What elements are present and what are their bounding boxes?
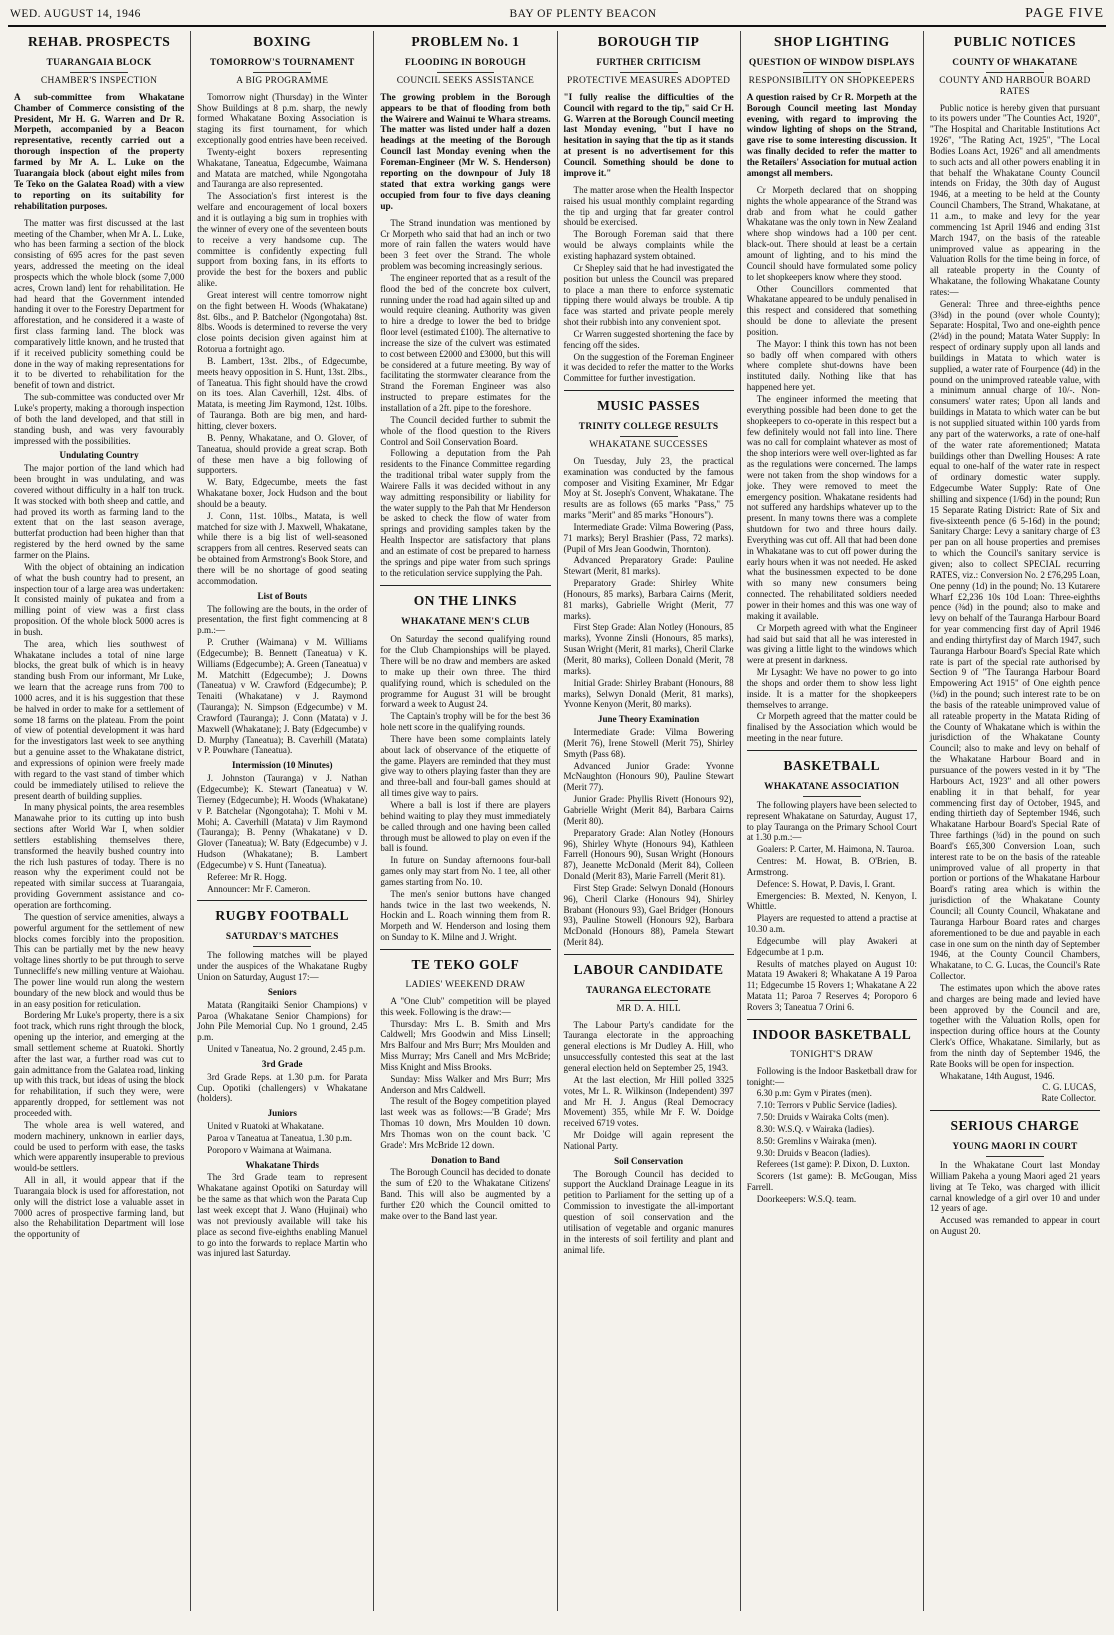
column-3 (374, 31, 557, 1611)
paragraph: Matata (Rangitaiki Senior Champions) v Paroa (Whakatane Senior Champions) for John Pile Memorial Cup. No 1 ground, 2.45 p.m. (197, 999, 368, 1043)
paragraph: Doorkeepers: W.S.Q. team. (756, 1193, 857, 1204)
paragraph: J. Johnston (Tauranga) v J. Nathan (Edgecumbe); K. Stewart (Taneatua) v W. Tierney (Edgecumbe); H. Woods (Whakatane) v P. Batchelar (Ngongotaha); T. Mohi v M. Mohi; A. Caverhill (Matata) v Jim Raymond (Tauranga); B. Penny (Whakatane) v D. Glover (Taneatua); W. Baty (Edgecumbe) v J. Hudson (Whakatane); B. Lambert (Edgecumbe) v S. Hunt (Taneatua). (197, 773, 368, 870)
paragraph: 6.30 p.m: Gym v Pirates (men). (756, 1088, 872, 1099)
subheading: SATURDAY'S MATCHES (225, 932, 339, 943)
paragraph: With the object of obtaining an indication of what the bush country had to present, an inspection tour of a large area was undertaken: It consisted mainly of pukatea and from a milling point of view was a first class proposition. Of the whole block 5000 acres is in bush. (14, 561, 185, 637)
paragraph: Poroporo v Waimana at Waimana. (207, 1144, 332, 1155)
lead-paragraph: A question raised by Cr R. Morpeth at the Borough Council meeting last Monday evening, with regard to improving the window lighting of shops on the Strand, gave rise to some interesting discussion. It was finally decided to refer the matter to the Retailers' Association for mutual action amongst all members. (746, 91, 917, 179)
subheading: COUNTY AND HARBOUR BOARD RATES (939, 75, 1091, 97)
paragraph: Thursday: Mrs L. B. Smith and Mrs Caldwell; Mrs Goodwin and Miss Linsell; Mrs Balfour and Mrs Burr; Mrs Moulden and Miss Murray; Mrs Canell and Mrs McBride; Miss Knight and Miss Brooks. (380, 1018, 551, 1072)
paragraph: The Captain's trophy will be for the best 36 hole nett score in the qualifying rounds. (380, 711, 551, 733)
divider (620, 1000, 678, 1001)
subheading: TONIGHT'S DRAW (790, 1049, 874, 1060)
subheading: QUESTION OF WINDOW DISPLAYS (748, 58, 915, 68)
subheading: TUARANGAIA BLOCK (46, 58, 152, 68)
paragraph: Initial Grade: Shirley Brabant (Honours, 88 marks), Selwyn Donald (Merit, 81 marks), Yvonne Kenyon (Merit, 80 marks). (563, 677, 734, 710)
paragraph: United v Taneatua, No. 2 ground, 2.45 p.m. (207, 1044, 366, 1055)
subheading: MR D. A. HILL (616, 1003, 681, 1014)
article-public-notices (930, 34, 1100, 1104)
paragraph: 8.30: W.S.Q. v Wairaka (ladies). (756, 1123, 875, 1134)
paragraph: Advanced Preparatory Grade: Pauline Stewart (Merit, 81 marks). (563, 555, 734, 577)
subheading: TRINITY COLLEGE RESULTS (578, 422, 719, 433)
divider (437, 72, 495, 73)
subheading: WHAKATANE SUCCESSES (589, 439, 708, 450)
article-serious-charge (930, 1110, 1100, 1237)
paragraph: The Borough Foreman said that there would be always complaints while the existing haphazard system obtained. (563, 229, 734, 261)
paragraph: Results of matches played on August 10: Matata 19 Awakeri 8; Whakatane A 19 Paroa 11; Edgecumbe 15 Rovers 1; Whakatane A 22 Matata 11; Paroa 7 Reserves 4; Poroporo 6 Rovers 3; Taneatua 7 Orini 6. (746, 958, 917, 1012)
divider (986, 72, 1044, 73)
paragraph: United v Ruatoki at Whakatane. (207, 1121, 324, 1132)
paragraph: 3rd Grade Reps. at 1.30 p.m. for Parata Cup. Opotiki (challengers) v Whakatane (holders). (197, 1071, 368, 1104)
paragraph: On Saturday the second qualifying round for the Club Championships will be played. There will be no draw and members are asked to make up their own three. The third qualifying round, which is scheduled on the programme for August 31 will be brought forward a week to August 24. (380, 634, 551, 710)
article-music-passes (564, 390, 734, 948)
article-boxing (197, 34, 367, 894)
paragraph: Public notice is hereby given that pursuant to its powers under "The Counties Act, 1920", "The Hospital and Charitable Institutions Act 1926", "The Rating Act, 1925", "The Local Bodies Loans Act, 1926" and all amendments to such acts and all other powers enabling it in that behalf the Whakatane County Council intends on Friday, the 30th day of August 1946, at a meeting to be held at the County Council Chambers, The Strand, Whakatane, at 11 a.m., to make and levy for the year commencing 1st April 1946 and ending 31st March 1947, on the basis of the rateable unimproved value as appearing in the Valuation Rolls for the time being in force, of all rateable property in the County of Whakatane, the following Whakatane County rates:— (929, 102, 1101, 297)
paragraph: 7.10: Terrors v Public Service (ladies). (756, 1100, 898, 1111)
paragraph: Referee: Mr R. Hogg. (207, 871, 287, 882)
divider (803, 796, 861, 797)
paragraph: The Labour Party's candidate for the Tauranga electorate in the approaching general elections is Mr Dudley A. Hill, who unsuccessfully contested this seat at the last general election held on September 25, 1943. (563, 1019, 734, 1073)
paragraph: Great interest will centre tomorrow night on the fight between H. Woods (Whakatane) 8st. 6lbs., and P. Batchelor (Ngongotaha) 8st. 8lbs. Woods is determined to reverse the very close points decision given against him at Rotorua a fortnight ago. (197, 289, 368, 355)
subheading: FLOODING IN BOROUGH (405, 58, 526, 68)
paragraph: Junior Grade: Phyllis Rivett (Honours 92), Gabrielle Wright (Merit 84), Barbara Cairns (Merit 80). (563, 794, 734, 826)
column-4 (558, 31, 741, 1611)
headline: TE TEKO GOLF (411, 956, 520, 972)
paragraph: The engineer informed the meeting that everything possible had been done to get the shopkeepers to co-operate in this respect but a few definitely would not fall into line. There was no call for complaint whatever as most of the shop interiors were well over-lighted as far as the regulations were concerned. The lamps were not taken from the shop windows for a joke. They were removed to meet the emergency position. Whakatane residents had not suffered any hardships whatever up to the present. In many towns there was a complete shutdown for two and three hours daily. Everything was cut off. All that had been done in Whakatane was to cut off power during the early hours when it was not needed. He asked what the businessmen expected to be done with so many new consumers being connected. The rehabilitated soldiers needed power in their homes and this was one way of making it available. (746, 393, 917, 621)
paragraph: Cr Morpeth declared that on shopping nights the whole appearance of the Strand was drab and from what he could gather Whakatane was the only town in New Zealand where shop windows had a 100 per cent. black-out. There should at least be a certain amount of lighting, and to his mind the Council should have formulated some policy to let shopkeepers know where they stood. (746, 184, 917, 282)
paragraph: Cr Morpeth agreed with what the Engineer had said but said that all he was interested in was giving a little light to the windows which were at present in darkness. (746, 622, 917, 666)
paragraph: The Borough Council has decided to support the Auckland Drainage League in its petition to Parliament for the setting up of a Commission to investigate the all-important question of soil conservation and the utilisation of vegetable and organic manures in the interests of soil fertility and plant and animal life. (563, 1168, 734, 1255)
paragraph: The area, which lies southwest of Whakatane includes a total of nine large blocks, the great bulk of which is in heavy standing bush From our informant, Mr Luke, we learn that the acreage runs from 700 to 1000 acres, and it is his suggestion that these be halved in order to make for a settlement of some 18 farms on the plateau. From the point of view of potential development it was hard for the investigators last week to see anything but a genuine asset to the Whakatane district, and expressions of opinion were freely made with regard to the vast stand of timber which could be immediately utilised to relieve the present dearth of building supplies. (14, 638, 185, 801)
divider (986, 1156, 1044, 1157)
paragraph: Goalers: P. Carter, M. Haimona, N. Tauroa. (756, 844, 915, 855)
article-rehab-prospects (14, 34, 184, 1240)
paragraph: The 3rd Grade team to represent Whakatane against Opotiki on Saturday will be the same as that which won the Parata Cup last week except that J. Wano (Hujinai) who was not previously available will take his place as second five-eighths enabling Manuel to go into the forwards to replace Martin who was injured last Saturday. (197, 1172, 368, 1259)
headline: PUBLIC NOTICES (953, 34, 1077, 49)
section-heading: Intermission (10 Minutes) (231, 760, 333, 771)
subheading: TAURANGA ELECTORATE (585, 985, 712, 996)
headline: ON THE LINKS (413, 592, 518, 608)
headline: BOXING (253, 34, 312, 49)
paragraph: The estimates upon which the above rates and charges are being made and levied have been approved by the Council and are, together with the Valuation Rolls, open for inspection during office hours at the County Clerk's Office, Whakatane. Similarly, but as from the ninth day of September 1946, the Rate Books will be open for inspection. (929, 982, 1101, 1069)
paragraph: The Borough Council has decided to donate the sum of £20 to the Whakatane Citizens' Band. This will also be augmented by a further £20 which the Council omitted to make over to the Band last year. (380, 1167, 551, 1221)
paragraph: In future on Sunday afternoons four-ball games only may start from No. 1 tee, all other games starting from No. 10. (380, 855, 551, 887)
subheading: A BIG PROGRAMME (236, 75, 329, 86)
headline: BASKETBALL (783, 757, 881, 773)
subheading: WHAKATANE MEN'S CLUB (401, 616, 530, 627)
divider (70, 72, 128, 73)
section-heading: Juniors (267, 1108, 297, 1119)
paragraph: The matter was first discussed at the last meeting of the Chamber, when Mr A. L. Luke, who has been farming a section of the block consisting of 695 acres for the past seven years, addressed the meeting on the ideal prospects which the whole block (some 7,000 acres, Crown land) lent for rehabilitation. He had heard that the Government intended handing it over to the Forestry Department for afforestation, and he considered it a waste of first class farming land. The block was comparatively little known, and he trusted that if it received publicity something could be done in the way of making representations for it to be diverted to rehabilitation for the benefit of town and district. (14, 217, 185, 391)
article-on-the-links (380, 585, 550, 943)
signature-name: C. G. LUCAS, (1042, 1082, 1097, 1093)
subheading: COUNTY OF WHAKATANE (952, 58, 1078, 68)
paragraph: The Mayor: I think this town has not been so badly off when compared with others where complete shut-downs have been instituted daily. Nothing like that has happened here yet. (746, 338, 917, 393)
section-heading: Seniors (267, 986, 297, 997)
paragraph: First Step Grade: Alan Notley (Honours, 85 marks), Yvonne Zinsli (Honours, 85 marks), Susan Wright (Merit, 81 marks), Cheril Clarke (Merit, 80 marks), Colleen Donald (Merit, 78 marks). (563, 622, 734, 676)
paragraph: Centres: M. Howat, B. O'Brien, B. Armstrong. (746, 856, 917, 877)
paragraph: There have been some complaints lately about lack of observance of the etiquette of the game. Players are reminded that they must give way to others playing faster than they are and three-ball and four-ball games should at all times give way to pairs. (380, 733, 551, 799)
section-heading: Soil Conservation (614, 1155, 684, 1166)
paragraph: Scorers (1st game): B. McGougan, Miss Farrell. (746, 1171, 917, 1193)
paragraph: General: Three and three-eighths pence (3⅜d) in the pound (over whole County); Separate: Hospital, Two and one-eighth pence (2⅛d) in the pound; Matata Water Supply: In respect of ordinary supply upon all lands and buildings in Matata to which water is supplied, a water rate of Fourpence (4d) in the pound on the unimproved rateable value, with a minimum annual charge of 10/-. Non-consumers' water rates; Upon all lands and buildings in Matata to which water can be but is not supplied situated within 100 yards from any part of the waterworks, a rate of one-half of the water rate aforementioned; Matata buildings other than Dwelling Houses: A rate equal to one-half of the water rate in respect of ordinary domestic water supply. Edgecumbe Water Supply: Rate of One shilling and sixpence (1/6d) in the pound; Run 15 Separate Rating District: Rate of Six and five-sixteenth pence (6 5-16d) in the pound; Sanitary Charge: Levy a sanitary charge of £3 per pan on all house properties and premises to which the Council's sanitary service is given; also to collect SPECIAL recurring RATES, viz.: Conversion No. 2 £76,295 Loan, One penny (1d) in the pound; No. 13 Kutarere Wharf £2,236 10s 10d Loan: Three-eighths pence (⅜d) in the pound; also to make and levy on behalf of the Tauranga Harbour Board for year commencing first day of April 1946 and ending thirtyfirst day of March 1947, such Tauranga Harbour Board's Special Rate which rate is part of the special rate authorised by Section 9 of "The Tauranga Harbour Board Empowering Act 1915" of One eighth pence (⅛d) in the pound; such interest rate to be on the basis of the rateable unimproved value of all rateable property in the Matata Riding of the County of Whakatane which is within the jurisdiction of the Whakatane County Council; also to make and levy on behalf of the Whakatane Harbour Board and in pursuance of the powers vested in it by "The Harbours Act, 1923" and all other powers enabling it in that behalf, for year commencing first day of October, 1945, and ending thirtieth day of September 1946, such Whakatane Harbour Board's Special Rate of Three farthings (¾d) in the pound on such Board's £65,300 Conversion Loan, such interest rate to be on the basis of the rateable unimproved value of all property in that portion or portions of the Whakatane Harbour Board's rating area which is within the jurisdiction of the Whakatane County Council; all County Council, Whakatane and Tauranga Harbour Board rates and charges aforementioned to be due and payable in each case in one sum on the ninth day of September 1946, at the County Council Chambers, Whakatane, to C. G. Lucas, the Council's Rate Collector. (929, 298, 1101, 982)
paragraph: J. Conn, 11st. 10lbs., Matata, is well matched for size with J. Maxwell, Whakatane, while there is a big list of well-seasoned scrappers from all centres. Reserved seats can be obtained from Armstrong's Book Store, and there will be no shortage of good seating accommodation. (197, 510, 368, 586)
headline: SHOP LIGHTING (773, 34, 890, 49)
paragraph: Whakatane, 14th August, 1946. (939, 1070, 1055, 1081)
paragraph: Advanced Junior Grade: Yvonne McNaughton (Honours 90), Pauline Stewart (Merit 77). (563, 760, 734, 793)
article-labour-candidate (564, 954, 734, 1255)
subheading: COUNCIL SEEKS ASSISTANCE (396, 75, 535, 86)
column-1 (8, 31, 191, 1611)
paragraph: P. Cruther (Waimana) v M. Williams (Edgecumbe); B. Bennett (Taneatua) v K. Williams (Edgecumbe); A. Green (Taneatua) v M. Matchitt (Edgecumbe); J. Downs (Taneatua) v W. Crawford (Edgecumbe); P. Tenaiti (Whakatane) v J. Raymond (Tauranga); N. Simpson (Edgecumbe) v M. Crawford (Tauranga); J. Conn (Matata) v J. Maxwell (Whakatane); J. Baty (Edgecumbe) v D. Murphy (Taneatua); B. Caverhill (Matata) v P. Pouwhare (Taneatua). (197, 637, 368, 756)
paragraph: Preparatory Grade: Shirley White (Honours, 85 marks), Barbara Cairns (Merit, 81 marks), Gabrielle Wright (Merit, 77 marks). (563, 578, 734, 621)
paragraph: Announcer: Mr F. Cameron. (207, 883, 311, 894)
column-6 (924, 31, 1106, 1611)
article-shop-lighting (747, 34, 917, 744)
section-heading: Whakatane Thirds (245, 1159, 319, 1170)
divider (437, 630, 495, 631)
subheading: RESPONSIBILITY ON SHOPKEEPERS (748, 75, 915, 86)
paragraph: Preparatory Grade: Alan Notley (Honours 96), Shirley Whyte (Honours 94), Kathleen Farrell (Honours 90), Susan Wright (Honours 87), Jeanette McDonald (Merit 84), Colleen Donald (Merit 83), Marie Farrell (Merit 81). (563, 827, 734, 882)
article-rugby-football (197, 900, 367, 1259)
paragraph: Sunday: Miss Walker and Mrs Burr; Mrs Anderson and Mrs Caldwell. (380, 1073, 551, 1095)
paragraph: Twenty-eight boxers representing Whakatane, Taneatua, Edgecumbe, Waimana and Matata are matched, while Ngongotaha and Tauranga are also represented. (197, 146, 368, 190)
issue-date: WED. AUGUST 14, 1946 (10, 8, 141, 20)
subheading: YOUNG MAORI IN COURT (952, 1142, 1078, 1153)
article-te-teko-golf (380, 949, 550, 1222)
headline: RUGBY FOOTBALL (215, 908, 350, 924)
paragraph: Referees (1st game): P. Dixon, D. Luxton. (756, 1159, 910, 1170)
paragraph: On Tuesday, July 23, the practical examination was conducted by the famous composer and Visiting Examiner, Mr Edgar Moy at St. Joseph's Convent, Whakatane. The results are as follows (65 marks "Pass," 75 marks "Merit" and 85 marks "Honours"). (563, 455, 734, 521)
headline: PROBLEM No. 1 (411, 34, 520, 49)
paragraph: Defence: S. Howat, P. Davis, I. Grant. (756, 878, 896, 889)
headline: MUSIC PASSES (597, 398, 701, 414)
paragraph: The following players have been selected to represent Whakatane on Saturday, August 17, to play Tauranga on the Primary School Court at 1.30 p.m.:— (746, 799, 917, 843)
paragraph: The men's senior buttons have changed hands twice in the last two weekends, N. Hockin and L. Roach winning them from R. Morpeth and W. Henderson and losing them on Sunday to K. Milne and J. Wright. (380, 888, 551, 943)
paragraph: 8.50: Gremlins v Wairaka (men). (756, 1135, 877, 1146)
paragraph: W. Baty, Edgecumbe, meets the fast Whakatane boxer, Jock Hudson and the bout should be a beauty. (197, 477, 368, 509)
article-basketball (747, 750, 917, 1013)
paragraph: Intermediate Grade: Vilma Bowering (Merit 76), Irene Stowell (Merit 75), Shirley Smyth (Pass 68). (563, 727, 734, 759)
masthead (8, 4, 1106, 27)
divider (803, 72, 861, 73)
headline: REHAB. PROSPECTS (27, 34, 171, 49)
paragraph: Other Councillors commented that Whakatane appeared to be unduly penalised in this respect and considered that something should be done to alleviate the present position. (746, 283, 917, 337)
paragraph: First Step Grade: Selwyn Donald (Honours 96), Cheril Clarke (Honours 94), Shirley Brabant (Honours 93), Gael Bridger (Honours 93), Pauline Stowell (Honours 92), Barbara McDonald (Honours 88), Pamela Stewart (Merit 84). (563, 882, 734, 948)
signature-title: Rate Collector. (1041, 1093, 1097, 1104)
article-borough-tip (564, 34, 734, 384)
paragraph: Cr Warren suggested shortening the face by fencing off the sides. (563, 328, 734, 350)
paragraph: The following are the bouts, in the order of presentation, the first fight commencing at 8 p.m.:— (197, 603, 368, 636)
section-heading: June Theory Examination (597, 714, 700, 725)
subheading: PROTECTIVE MEASURES ADOPTED (566, 75, 731, 86)
column-5 (741, 31, 924, 1611)
paragraph: The question of service amenities, always a powerful argument for the settlement of new blocks comes forcibly into the proposition. This can be partially met by the new heavy voltage lines shortly to be put through to serve Tunnecliffe's new milling venture at Waiohau. The power line would run along the western boundary of the new block and would thus be in an easy position for reticulation. (14, 911, 185, 1009)
paragraph: The matter arose when the Health Inspector raised his usual monthly complaint regarding the tip and urging that far greater control should be exercised. (563, 184, 734, 228)
paragraph: Mr Doidge will again represent the National Party. (563, 1130, 734, 1151)
subheading: CHAMBER'S INSPECTION (40, 75, 158, 86)
headline: SERIOUS CHARGE (950, 1118, 1080, 1134)
paragraph: Mr Lysaght: We have no power to go into the shops and order them to show less light inside. It is a matter for the shopkeepers themselves to arrange. (746, 667, 917, 710)
paragraph: The major portion of the land which had been brought in was undulating, and was covered without difficulty in a half ton truck. It was stocked with both sheep and cattle, and had proved its worth as farming land to the extent that on the last season average, butterfat production had been higher than that registered by the herd owned by the same farmer on the Plains. (14, 463, 185, 560)
paragraph: In many physical points, the area resembles Manawahe prior to its cutting up into bush sections after World War I, when soldier settlers establishing themselves there, transformed the heavily bushed country into the rich lush pastures of today. There is no reason why the experiment could not be repeated with similar success at Tuarangaia, providing Government assistance and co-operation are forthcoming. (14, 802, 185, 910)
paragraph: All in all, it would appear that if the Tuarangaia block is used for afforestation, not only will the district lose a valuable asset in 7000 acres of prospective farming land, but also the Rehabilitation Department will lose the opportunity of (14, 1175, 185, 1240)
section-heading: Undulating Country (59, 450, 139, 461)
divider (253, 72, 311, 73)
headline: BOROUGH TIP (597, 34, 700, 49)
paragraph: B. Penny, Whakatane, and O. Glover, of Taneatua, should provide a great scrap. Both of these men have a big following of supporters. (197, 432, 368, 476)
paragraph: Bordering Mr Luke's property, there is a six foot track, which runs right through the block, opening up the interior, and emerging at the small settlement scheme at Ruatoki. Shortly after the last war, a further road was cut to gain admittance from the Galatea road, linking up with this track, but ideas of using the block for rehabilitation, if such they were, were apparently dropped, for settlement was not proceeded with. (14, 1010, 185, 1118)
paragraph: The Council decided further to submit the whole of the flood question to the Rivers Control and Soil Conservation Board. (380, 414, 551, 447)
lead-paragraph: The growing problem in the Borough appears to be that of flooding from both the Wairere and Wainui te Whara streams. The matter was listed under half a dozen headings at the meeting of the Borough Council last Monday evening when the Foreman-Engineer (Mr W. S. Henderson) reporting on the downpour of July 18 stated that extra working gangs were occupied from four to five days cleaning up. (380, 91, 551, 211)
paragraph: Emergencies: B. Mexted, N. Kenyon, I. Whittle. (746, 890, 917, 912)
paragraph: The whole area is well watered, and modern machinery, unknown in earlier days, could be used to perform with ease, the tasks which were apparently insuperable to previous would-be settlers. (14, 1119, 185, 1174)
paragraph: Following a deputation from the Pah residents to the Finance Committee regarding the traditional tribal water supply from the Wairere Falls it was decided without in any way admitting responsibility or liability for the water supply to the Pah that Mr Henderson be asked to check the flow of water from springs and providing samples taken by the Health Inspector are satisfactory that plans and an estimate of cost be prepared to harness the springs and pipe water from such springs to the reticulation service supplying the Pah. (380, 448, 551, 578)
paragraph: Tomorrow night (Thursday) in the Winter Show Buildings at 8 p.m. sharp, the newly formed Whakatane Boxing Association is staging its first tournament, for which exceptionally good entries have been received. (197, 91, 368, 146)
headline: LABOUR CANDIDATE (573, 961, 724, 977)
paragraph: Intermediate Grade: Vilma Bowering (Pass, 71 marks); Beryl Brashier (Pass, 72 marks). (Pupil of Mrs Jean Goodwin, Thornton). (563, 521, 734, 554)
paragraph: 9.30: Druids v Beacon (ladies). (756, 1147, 871, 1158)
paragraph: In the Whakatane Court last Monday William Pakeha a young Maori aged 21 years living at Te Teko, was charged with illicit carnal knowledge of a girl over 10 and under 12 years of age. (929, 1160, 1101, 1214)
newspaper-page (8, 4, 1106, 1625)
paragraph: A "One Club" competition will be played this week. Following is the draw:— (380, 995, 551, 1017)
paragraph: The engineer reported that as a result of the flood the bed of the concrete box culvert, running under the road had again silted up and would require cleaning. Authority was given to hire a dredge to lower the bed to bridge floor level (estimated £100). The alternative to increase the size of the culvert was estimated to cost between £2000 and £3000, but this will be considered at a future meeting. By way of facilitating the stormwater clearance from the Strand the Foreman Engineer was also instructed to prepare estimates for the installation of a 2ft. pipe to the foreshore. (380, 272, 551, 413)
paragraph: The Strand inundation was mentioned by Cr Morpeth who said that had an inch or two more of rain fallen the waters would have been 3 feet over the Strand. The whole problem was becoming increasingly serious. (380, 217, 551, 272)
paragraph: The sub-committee was conducted over Mr Luke's property, making a thorough inspection of both the land developed, and that still in standing bush, and was very favourably impressed with the possibilities. (14, 392, 185, 446)
paragraph: Paroa v Taneatua at Taneatua, 1.30 p.m. (207, 1132, 353, 1143)
divider (620, 436, 678, 437)
divider (620, 72, 678, 73)
paragraph: Following is the Indoor Basketball draw for tonight:— (746, 1065, 917, 1087)
paragraph: Accused was remanded to appear in court on August 20. (929, 1215, 1101, 1237)
section-heading: List of Bouts (257, 590, 308, 601)
subheading: LADIES' WEEKEND DRAW (405, 979, 526, 990)
lead-paragraph: "I fully realise the difficulties of the Council with regard to the tip," said Cr H. G. Warren at the Borough Council meeting last Monday evening, "but I have no hesitation in saying that the tip as it stands at present is no advertisement for this Council. Something should be done to improve it." (563, 91, 734, 179)
headline: INDOOR BASKETBALL (752, 1026, 912, 1042)
subheading: WHAKATANE ASSOCIATION (764, 781, 900, 792)
paragraph: B. Lambert, 13st. 2lbs., of Edgecumbe, meets heavy opposition in S. Hunt, 13st. 2lbs., of Taneatua. This fight should have the crowd on its toes. Alan Caverhill, 12st. 4lbs. of Matata, is meeting Jim Raymond, 12st. 10lbs. of Tauranga. Both are big men, and hard-hitting, clever boxers. (197, 355, 368, 431)
article-problem-no-1 (380, 34, 550, 579)
subheading: FURTHER CRITICISM (596, 58, 701, 68)
page-number: PAGE FIVE (1025, 6, 1104, 21)
paper-name: BAY OF PLENTY BEACON (509, 8, 657, 20)
paragraph: On the suggestion of the Foreman Engineer it was decided to refer the matter to the Works Committee for further investigation. (563, 351, 734, 384)
paragraph: Cr Morpeth agreed that the matter could be finalised by the Association which would be meeting in the near future. (746, 711, 917, 744)
section-heading: Donation to Band (431, 1154, 500, 1165)
paragraph: The following matches will be played under the auspices of the Whakatane Rugby Union on Saturday, August 17:— (197, 950, 368, 982)
column-2 (191, 31, 374, 1611)
divider (253, 946, 311, 947)
section-heading: 3rd Grade (261, 1058, 303, 1069)
paragraph: 7.50: Druids v Wairaka Colts (men). (756, 1112, 889, 1123)
paragraph: At the last election, Mr Hill polled 3325 votes, Mr L. R. Wilkinson (Independent) 397 and Mr H. J. Angus (Real Democracy Movement) 355, while Mr F. W. Doidge received 6719 votes. (563, 1074, 734, 1129)
paragraph: Edgecumbe will play Awakeri at Edgecumbe at 1 p.m. (746, 935, 917, 957)
paragraph: Players are requested to attend a practise at 10.30 a.m. (746, 913, 917, 935)
paragraph: Cr Shepley said that he had investigated the position but unless the Council was prepared to place a man there to enforce systematic tipping there would always be trouble. A tip face was started and private people merely shot their rubbish into any convenient spot. (563, 262, 734, 328)
paragraph: Where a ball is lost if there are players behind waiting to play they must immediately be called through and one having been called through must be allowed to play on even if the ball is found. (380, 800, 551, 854)
article-indoor-basketball (747, 1019, 917, 1205)
lead-paragraph: A sub-committee from Whakatane Chamber of Commerce consisting of the President, Mr H. G. Warren and Dr R. Morpeth, accompanied by a Beacon representative, recently carried out a thorough inspection of the property farmed by Mr A. L. Luke on the Tuarangaia block (about eight miles from Te Teko on the Galatea Road) with a view to reporting on its suitability for rehabilitation purposes. (14, 91, 185, 211)
paragraph: The result of the Bogey competition played last week was as follows:—'B Grade'; Mrs Thomas 10 down, Mrs Moulden 10 down. Mrs Thomas won on the count back. 'C Grade': Mrs McBride 12 down. (380, 1096, 551, 1150)
paragraph: The Association's first interest is the welfare and encouragement of local boxers and it is outlaying a big sum in trophies with the winner of every one of the seventeen bouts to receive a very handsome cup. The committee is confidently expecting full support from boxing fans, in its efforts to provide the best for the boxers and public alike. (197, 191, 368, 289)
subheading: TOMORROW'S TOURNAMENT (209, 58, 355, 68)
